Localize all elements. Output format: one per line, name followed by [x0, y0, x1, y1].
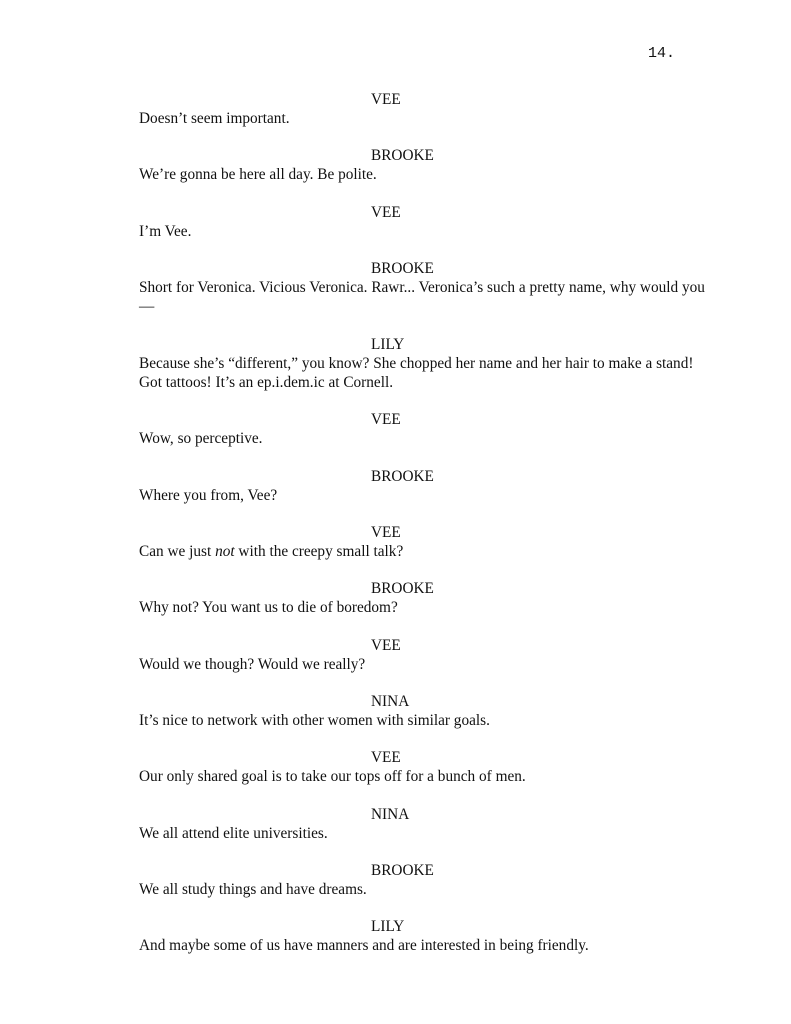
dialogue-line: We’re gonna be here all day. Be polite. [139, 166, 377, 184]
dialogue-line: We all study things and have dreams. [139, 880, 367, 898]
dialogue-block [139, 147, 709, 185]
dialogue-block [139, 524, 709, 562]
dialogue-block [139, 336, 709, 393]
character-name: BROOKE [371, 580, 434, 598]
dialogue-block [139, 411, 709, 449]
dialogue-line: Would we though? Would we really? [139, 655, 366, 673]
character-name: LILY [371, 335, 405, 353]
dialogue-line: We all attend elite universities. [139, 824, 328, 842]
dialogue-block [139, 749, 709, 787]
dialogue-block [139, 862, 709, 900]
character-name: NINA [371, 692, 410, 710]
dialogue-block [139, 260, 709, 317]
dialogue-block [139, 580, 709, 618]
dialogue-text: Can we just [139, 543, 216, 561]
dialogue-block [139, 693, 709, 731]
dialogue-line: Where you from, Vee? [139, 486, 278, 504]
character-name: VEE [371, 749, 401, 767]
dialogue-line: I’m Vee. [139, 222, 192, 240]
dialogue-text: with the creepy small talk? [234, 543, 404, 561]
dialogue-line: Wow, so perceptive. [139, 430, 263, 448]
character-name: BROOKE [371, 861, 434, 879]
character-name: LILY [371, 918, 405, 936]
character-name: VEE [371, 524, 401, 542]
character-name: BROOKE [371, 467, 434, 485]
dialogue-line [139, 542, 709, 562]
dialogue-block [139, 91, 709, 129]
character-name: BROOKE [371, 259, 434, 277]
character-name: BROOKE [371, 147, 434, 165]
dialogue-line: It’s nice to network with other women with similar goals. [139, 711, 490, 729]
dialogue-line: Short for Veronica. Vicious Veronica. Rawr... Veronica’s such a pretty name, why would you— [139, 278, 705, 316]
dialogue-line: And maybe some of us have manners and are interested in being friendly. [139, 937, 589, 955]
character-name: VEE [371, 91, 401, 108]
character-name: VEE [371, 636, 401, 654]
dialogue-line: Doesn’t seem important. [139, 110, 290, 127]
dialogue-block [139, 204, 709, 242]
dialogue-block [139, 468, 709, 506]
dialogue-block [139, 806, 709, 844]
character-name: VEE [371, 411, 401, 429]
script-body [139, 91, 709, 974]
character-name: VEE [371, 203, 401, 221]
dialogue-line: Because she’s “different,” you know? She chopped her name and her hair to make a stand! Got tattoos! It’s an ep.i.dem.ic at Cornell. [139, 354, 694, 392]
dialogue-block [139, 637, 709, 675]
dialogue-line: Our only shared goal is to take our tops off for a bunch of men. [139, 768, 526, 786]
character-name: NINA [371, 805, 410, 823]
dialogue-emphasis: not [215, 543, 235, 561]
dialogue-block [139, 918, 709, 956]
page-number: 14. [648, 45, 676, 62]
dialogue-line: Why not? You want us to die of boredom? [139, 599, 398, 617]
